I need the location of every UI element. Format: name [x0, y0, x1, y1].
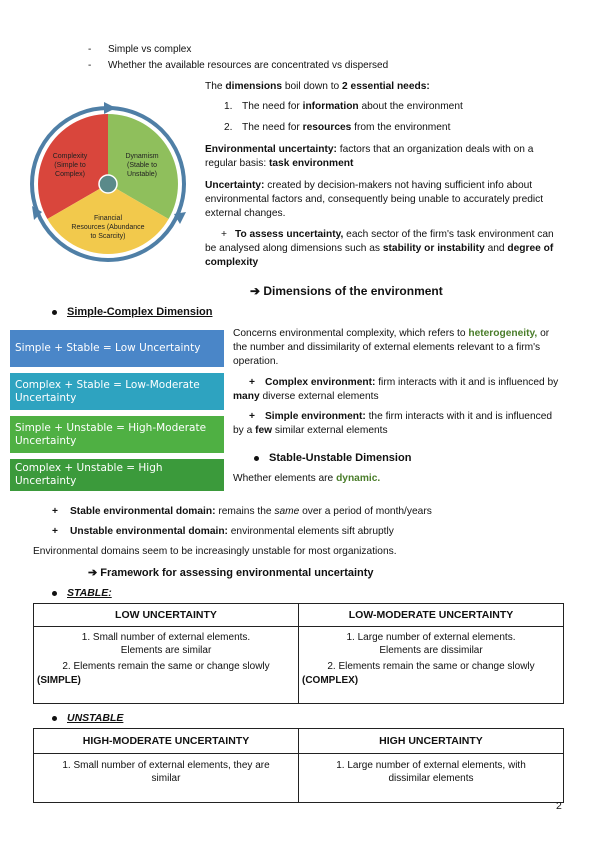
top-list-item: - Whether the available resources are concentrated vs dispersed — [88, 60, 389, 71]
wheel-label-complexity: Complexity — [52, 153, 88, 160]
table-header: LOW UNCERTAINTY — [34, 604, 299, 627]
table-cell — [299, 754, 564, 803]
heading-framework: ➔ Framework for assessing environmental uncertainty — [88, 567, 374, 579]
list-item: 2. Elements remain the same or change slowly — [62, 661, 270, 672]
list-item: 1. Small number of external elements, they are similar — [62, 760, 270, 784]
domains-note: Environmental domains seem to be increasingly unstable for most organizations. — [33, 546, 397, 557]
unstable-table — [33, 728, 564, 803]
stable-table — [33, 603, 564, 704]
stable-label: STABLE: — [52, 587, 112, 599]
complexity-tag: (SIMPLE) — [37, 675, 81, 686]
list-item: 1. Large number of external elements, with dissimilar elements — [336, 760, 526, 784]
simple-complex-title: Simple-Complex Dimension — [52, 306, 212, 318]
dynamic-line: Whether elements are dynamic. — [233, 473, 381, 484]
uncertainty-box: Complex + Stable = Low-Moderate Uncertainty — [10, 373, 224, 410]
uncertainty-box: Simple + Stable = Low Uncertainty — [10, 330, 224, 367]
table-header: HIGH-MODERATE UNCERTAINTY — [34, 729, 299, 754]
stable-domain: + Stable environmental domain: remains the same over a period of month/years — [52, 506, 432, 517]
wheel-label-financial-sub: Resources (Abundance — [71, 224, 145, 231]
complexity-tag: (COMPLEX) — [302, 675, 359, 686]
table-cell — [299, 627, 564, 704]
list-item: 1. Small number of external elements. Elements are similar — [81, 632, 251, 656]
wheel-label-dynamism-sub: (Stable to — [127, 162, 157, 169]
table-header: HIGH UNCERTAINTY — [299, 729, 564, 754]
wheel-center — [99, 175, 117, 193]
list-item: 1. Large number of external elements. Elements are dissimilar — [346, 632, 516, 656]
unstable-domain: + Unstable environmental domain: environmental elements sift abruptly — [52, 526, 394, 537]
wheel-label-complexity-sub: (Simple to — [54, 162, 86, 169]
page-number: 2 — [556, 800, 562, 812]
complexity-description: Concerns environmental complexity, which refers to heterogeneity, or the number and dissimilarity of external elements relevant to a firm's operation. — [233, 328, 550, 367]
table-header: LOW-MODERATE UNCERTAINTY — [299, 604, 564, 627]
unstable-label: UNSTABLE — [52, 712, 123, 724]
wheel-label-financial: Financial — [93, 215, 123, 222]
table-cell — [34, 754, 299, 803]
dimensions-lead: The dimensions boil down to 2 essential needs: — [205, 81, 430, 92]
uncertainty-def: Uncertainty: created by decision-makers not having sufficient info about environmental factors and, consequently being unable to accurately predict external changes. — [205, 180, 544, 219]
heading-dimensions: ➔ Dimensions of the environment — [250, 284, 443, 298]
top-list-item: - Simple vs complex — [88, 44, 192, 55]
environment-wheel-diagram — [28, 92, 200, 278]
uncertainty-box: Complex + Unstable = High Uncertainty — [10, 459, 224, 491]
table-cell — [34, 627, 299, 704]
complex-environment: + Complex environment: firm interacts with it and is influenced by many diverse external elements — [233, 377, 559, 402]
wheel-label-complexity-sub: Complex) — [55, 171, 85, 178]
wheel-label-dynamism: Dynamism — [125, 153, 159, 160]
need-item: 2. The need for resources from the environment — [224, 122, 451, 133]
uncertainty-box: Simple + Unstable = High-Moderate Uncertainty — [10, 416, 224, 453]
stable-unstable-title: Stable-Unstable Dimension — [254, 452, 411, 464]
environmental-uncertainty-def: Environmental uncertainty: factors that an organization deals with on a regular basis: task environment — [205, 144, 534, 169]
wheel-label-dynamism-sub: Unstable) — [127, 171, 157, 178]
need-item: 1. The need for information about the environment — [224, 101, 463, 112]
simple-environment: + Simple environment: the firm interacts with it and is influenced by a few similar external elements — [233, 411, 553, 436]
arrow-icon — [104, 102, 116, 114]
wheel-label-financial-sub: to Scarcity) — [90, 233, 126, 240]
list-item: 2. Elements remain the same or change slowly — [327, 661, 535, 672]
assess-uncertainty: + To assess uncertainty, each sector of the firm's task environment can be analysed along dimensions such as stability or instability and degree of complexity — [205, 229, 554, 268]
